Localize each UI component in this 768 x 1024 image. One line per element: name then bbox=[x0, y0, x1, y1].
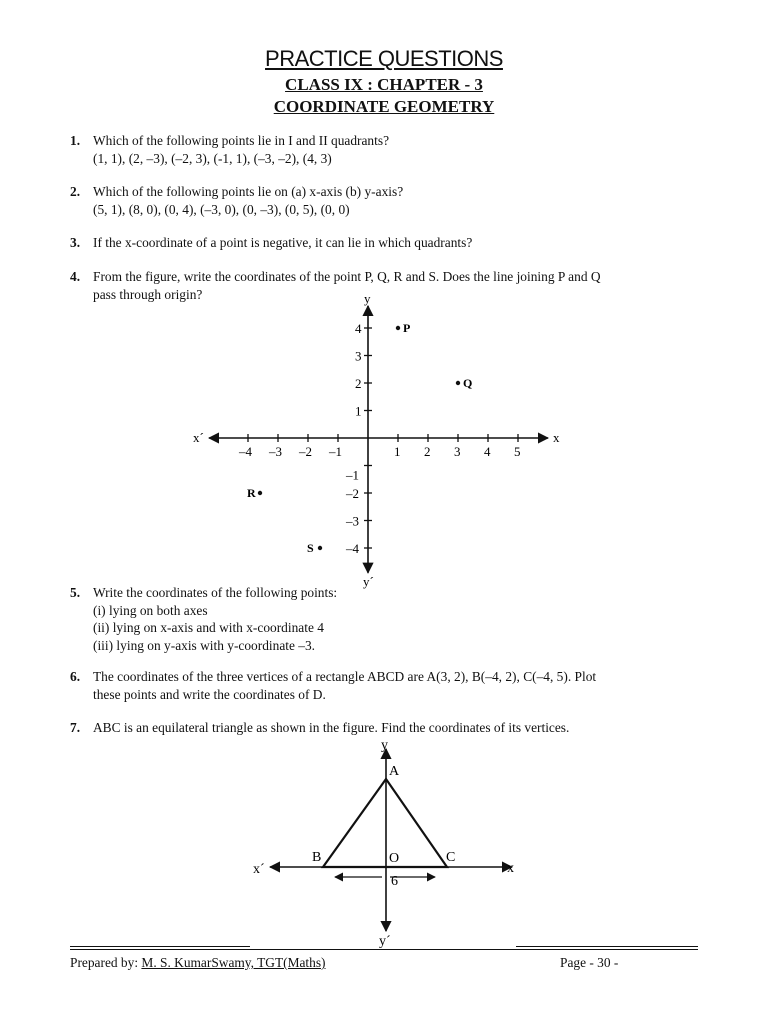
question-text: (iii) lying on y-axis with y-coordinate –3. bbox=[93, 637, 316, 653]
question-text: (ii) lying on x-axis and with x-coordinate 4 bbox=[93, 620, 324, 636]
question-text: (5, 1), (8, 0), (0, 4), (–3, 0), (0, –3), (0, 5), (0, 0) bbox=[93, 201, 350, 217]
page-title: PRACTICE QUESTIONS bbox=[265, 46, 503, 71]
question-number: 2. bbox=[70, 184, 81, 199]
x-prime-axis-label: x´ bbox=[253, 862, 265, 877]
page-number: Page - 30 - bbox=[560, 955, 619, 970]
question-text: (1, 1), (2, –3), (–2, 3), (-1, 1), (–3, –2), (4, 3) bbox=[93, 150, 332, 166]
question-number: 7. bbox=[70, 720, 81, 735]
origin-label: O bbox=[389, 851, 400, 866]
question-2 bbox=[70, 183, 710, 218]
coordinate-plane-figure bbox=[193, 291, 570, 589]
vertex-label-b: B bbox=[312, 850, 322, 865]
x-tick-label: 3 bbox=[454, 444, 461, 459]
footer-prefix: Prepared by: bbox=[70, 955, 142, 970]
question-3 bbox=[70, 234, 710, 252]
side-length-label: 6 bbox=[391, 874, 398, 889]
question-text: If the x-coordinate of a point is negative, it can lie in which quadrants? bbox=[93, 235, 473, 250]
x-tick-label: –4 bbox=[239, 444, 252, 459]
question-text: From the figure, write the coordinates of the point P, Q, R and S. Does the line joining P and Q bbox=[93, 269, 601, 284]
question-text: these points and write the coordinates of D. bbox=[93, 686, 326, 702]
vertex-label-a: A bbox=[389, 764, 400, 779]
question-5 bbox=[70, 584, 710, 654]
y-axis-label: y bbox=[381, 738, 388, 753]
point-label-p: P bbox=[403, 321, 411, 335]
footer-rule-left bbox=[70, 946, 250, 947]
y-tick-label: 4 bbox=[355, 321, 362, 336]
y-tick-label: –3 bbox=[346, 513, 359, 529]
x-tick-label: 2 bbox=[424, 444, 431, 459]
question-6 bbox=[70, 668, 710, 703]
question-4 bbox=[70, 268, 710, 303]
x-tick-label: –3 bbox=[269, 444, 282, 459]
y-prime-axis-label: y´ bbox=[363, 573, 374, 589]
y-tick-label: –4 bbox=[346, 541, 359, 556]
y-tick-label: 2 bbox=[355, 376, 362, 391]
question-text: Which of the following points lie in I and II quadrants? bbox=[93, 133, 390, 148]
x-tick-label: 1 bbox=[394, 444, 401, 459]
question-text: ABC is an equilateral triangle as shown in the figure. Find the coordinates of its vertices. bbox=[93, 720, 570, 735]
point-label-s: S bbox=[307, 541, 314, 555]
question-1 bbox=[70, 132, 710, 167]
x-axis-label: x bbox=[553, 430, 560, 445]
chapter-heading: CLASS IX : CHAPTER - 3 bbox=[285, 75, 483, 94]
x-axis-label: x bbox=[507, 861, 514, 876]
question-number: 1. bbox=[70, 133, 81, 148]
point-r bbox=[258, 491, 262, 495]
point-p bbox=[396, 326, 400, 330]
x-tick-label: 4 bbox=[484, 444, 491, 459]
footer-credit bbox=[70, 955, 326, 971]
x-tick-label: 5 bbox=[514, 444, 521, 459]
x-prime-axis-label: x´ bbox=[193, 430, 204, 445]
y-tick-label: –1 bbox=[346, 467, 359, 483]
footer-rule bbox=[70, 949, 698, 950]
x-tick-label: –2 bbox=[299, 444, 312, 459]
footer-author: M. S. KumarSwamy, TGT(Maths) bbox=[141, 955, 326, 970]
x-tick-label: –1 bbox=[329, 444, 342, 459]
question-text: (i) lying on both axes bbox=[93, 602, 208, 618]
question-text: pass through origin? bbox=[93, 286, 203, 302]
question-number: 3. bbox=[70, 235, 81, 250]
y-prime-axis-label: y´ bbox=[379, 934, 391, 949]
y-tick-label: 1 bbox=[355, 403, 362, 419]
topic-heading: COORDINATE GEOMETRY bbox=[273, 97, 495, 116]
question-text: Which of the following points lie on (a) x-axis (b) y-axis? bbox=[93, 184, 404, 199]
question-text: Write the coordinates of the following points: bbox=[93, 585, 338, 600]
point-label-q: Q bbox=[463, 376, 473, 390]
y-tick-label: –2 bbox=[346, 486, 359, 501]
point-q bbox=[456, 381, 460, 385]
y-tick-label: 3 bbox=[355, 348, 362, 364]
equilateral-triangle-figure bbox=[250, 735, 530, 947]
question-number: 5. bbox=[70, 585, 81, 600]
footer-rule-right bbox=[516, 946, 698, 947]
question-7 bbox=[70, 719, 710, 737]
question-text: The coordinates of the three vertices of a rectangle ABCD are A(3, 2), B(–4, 2), C(–4, 5). Plot bbox=[93, 669, 597, 684]
triangle-abc bbox=[323, 779, 447, 867]
point-label-r: R bbox=[247, 486, 256, 500]
point-s bbox=[318, 546, 322, 550]
question-number: 4. bbox=[70, 269, 81, 284]
question-number: 6. bbox=[70, 669, 81, 684]
y-axis-label: y bbox=[364, 291, 371, 306]
vertex-label-c: C bbox=[446, 850, 456, 865]
